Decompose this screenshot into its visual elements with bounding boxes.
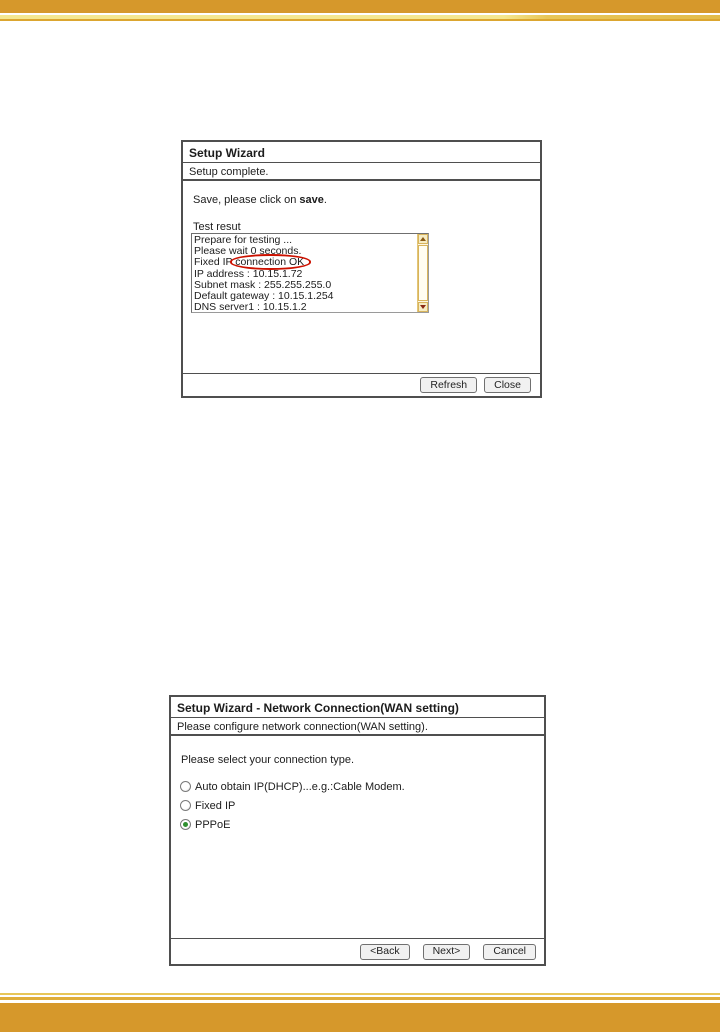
dialog-body [183, 181, 540, 373]
log-line-prefix: Fixed IP [194, 256, 236, 269]
test-result-log [192, 234, 417, 312]
save-instruction-bold: save [299, 194, 324, 206]
log-line: Please wait 0 seconds. [194, 245, 302, 258]
next-button[interactable]: Next> [423, 944, 471, 960]
dialog-title: Setup Wizard - Network Connection(WAN setting) [171, 697, 544, 718]
scrollbar-thumb[interactable] [418, 245, 428, 301]
setup-wizard-complete-dialog [181, 140, 542, 398]
close-button[interactable]: Close [484, 377, 531, 393]
radio-fixed-ip[interactable] [180, 796, 405, 815]
connection-ok-text: connection OK [235, 256, 305, 269]
top-banner-line [0, 19, 720, 21]
radio-auto-dhcp[interactable] [180, 777, 405, 796]
scroll-down-icon [420, 305, 426, 309]
dialog-footer [171, 938, 544, 964]
log-line: Subnet mask : 255.255.255.0 [194, 278, 332, 291]
dialog-title: Setup Wizard [183, 142, 540, 163]
save-instruction [193, 194, 327, 206]
log-line-circled-text [235, 257, 304, 268]
connection-type-options [180, 777, 405, 834]
setup-wizard-wan-dialog [169, 695, 546, 966]
dialog-body [171, 736, 544, 938]
log-line [194, 257, 415, 268]
refresh-button[interactable]: Refresh [420, 377, 477, 393]
dialog-subtitle: Please configure network connection(WAN setting). [171, 718, 544, 736]
radio-label: PPPoE [195, 818, 231, 831]
dialog-subtitle: Setup complete. [183, 163, 540, 181]
scroll-up-icon [420, 237, 426, 241]
radio-icon[interactable] [180, 819, 191, 830]
bottom-banner-line2 [0, 997, 720, 1000]
radio-pppoe[interactable] [180, 815, 405, 834]
radio-label: Auto obtain IP(DHCP)...e.g.:Cable Modem. [195, 780, 405, 793]
top-banner [0, 0, 720, 13]
scrollbar-up-button[interactable] [418, 234, 428, 244]
log-line: Default gateway : 10.15.1.254 [194, 290, 334, 303]
log-line: Prepare for testing ... [194, 234, 293, 246]
scrollbar-down-button[interactable] [418, 302, 428, 312]
save-instruction-prefix: Save, please click on [193, 194, 300, 206]
bottom-banner-line1 [0, 993, 720, 995]
save-instruction-suffix: . [323, 194, 327, 206]
cancel-button[interactable]: Cancel [483, 944, 536, 960]
log-line: IP address : 10.15.1.72 [194, 267, 303, 280]
test-result-listbox[interactable] [191, 233, 429, 313]
bottom-banner [0, 1003, 720, 1032]
radio-label: Fixed IP [195, 799, 236, 812]
test-result-label: Test resut [193, 221, 241, 233]
dialog-footer [183, 373, 540, 396]
radio-icon[interactable] [180, 781, 191, 792]
log-line: DNS server1 : 10.15.1.2 [194, 301, 307, 312]
radio-icon[interactable] [180, 800, 191, 811]
listbox-scrollbar[interactable] [417, 234, 428, 312]
connection-type-prompt: Please select your connection type. [181, 754, 355, 766]
back-button[interactable]: <Back [360, 944, 409, 960]
